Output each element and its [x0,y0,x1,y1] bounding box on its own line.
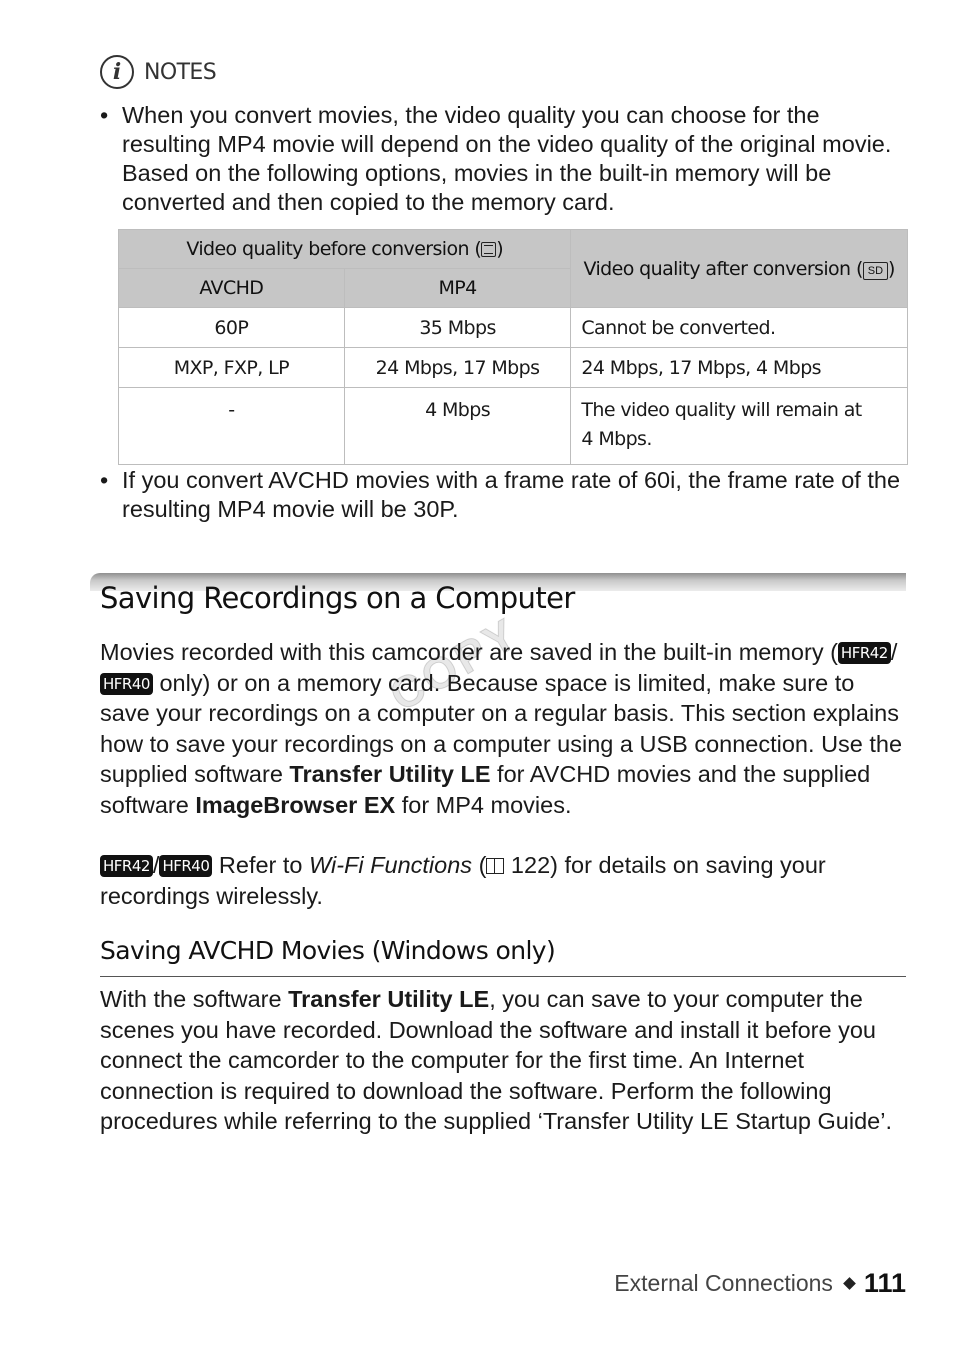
notes-heading [100,52,216,92]
imagebrowser-name: ImageBrowser EX [195,791,396,818]
cell-after: The video quality will remain at 4 Mbps. [571,388,908,465]
note-text-2: If you convert AVCHD movies with a frame rate of 60i, the frame rate of the resulting MP4 movie will be 30P. [122,467,901,522]
diamond-icon [843,1277,856,1290]
cell-after: 24 Mbps, 17 Mbps, 4 Mbps [571,348,908,388]
subsection-paragraph: With the software Transfer Utility LE, you can save to your computer the scenes you have recorded. Download the software and install it before you connect the camcorder to the computer for the first time. An Internet connection is required to download the software. Perform the following procedures while referring to the supplied ‘Transfer Utility LE Startup Guide’. [100,986,892,1134]
table-row [119,388,908,465]
cell-mp4: 35 Mbps [344,308,571,348]
page-number: 111 [863,1268,906,1298]
hfr40-model-icon: HFR40 [100,673,153,695]
bullet-dot: • [100,102,109,128]
cell-avchd: - [119,388,345,465]
cell-after: Cannot be converted. [571,308,908,348]
transfer-utility-name: Transfer Utility LE [288,986,490,1012]
header-after-conversion: Video quality after conversion ( SD ) [571,230,908,308]
subsection-rule [100,976,906,977]
table-row [119,308,908,348]
section-title: Saving Recordings on a Computer [100,581,575,615]
cell-avchd: 60P [119,308,345,348]
video-quality-table [118,229,908,465]
header-mp4: MP4 [344,269,571,308]
header-before-conversion: Video quality before conversion ( ) [119,230,571,269]
hfr42-model-icon: HFR42 [100,855,153,877]
cell-mp4: 4 Mbps [344,388,571,465]
hfr42-model-icon: HFR42 [838,642,891,664]
book-reference-icon [486,858,504,874]
copy-watermark: COPY [381,608,529,721]
bullet-dot: • [100,467,109,493]
info-icon: i [100,55,134,89]
section-paragraph-1: Movies recorded with this camcorder are saved in the built-in memory ( HFR42 /HFR40 only) or on a memory card. Because space is limited, make sure to save your recordings on a computer on a regular basis. This section explains how to save your recordings on a computer using a USB connection. Use the supplied software Transfer Utility LE for AVCHD movies and the supplied software ImageBrowser EX for MP4 movies. [100,639,903,818]
wifi-functions-reference: Wi-Fi Functions [309,852,473,878]
note-bullet-1 [100,101,910,217]
notes-label: NOTES [144,59,217,85]
cell-avchd: MXP, FXP, LP [119,348,345,388]
footer-chapter: External Connections [614,1270,833,1296]
section-paragraph-2: HFR42 / HFR40 Refer to Wi-Fi Functions ( 122) for details on saving your recordings wirelessly. [100,852,826,909]
note-text-1: When you convert movies, the video quality you can choose for the resulting MP4 movie will depend on the video quality of the original movie. Based on the following options, movies in the built-in memory will be converted and then copied to the memory card. [122,102,892,215]
transfer-utility-name: Transfer Utility LE [289,761,491,787]
table-header-row [119,230,908,269]
note-bullet-2 [100,466,910,524]
camcorder-memory-icon [481,242,496,257]
cell-mp4: 24 Mbps, 17 Mbps [344,348,571,388]
hfr40-model-icon: HFR40 [159,855,212,877]
subsection-title: Saving AVCHD Movies (Windows only) [100,936,556,965]
page-footer [614,1268,906,1299]
table-row [119,348,908,388]
sd-card-icon: SD [863,262,888,280]
header-avchd: AVCHD [119,269,345,308]
